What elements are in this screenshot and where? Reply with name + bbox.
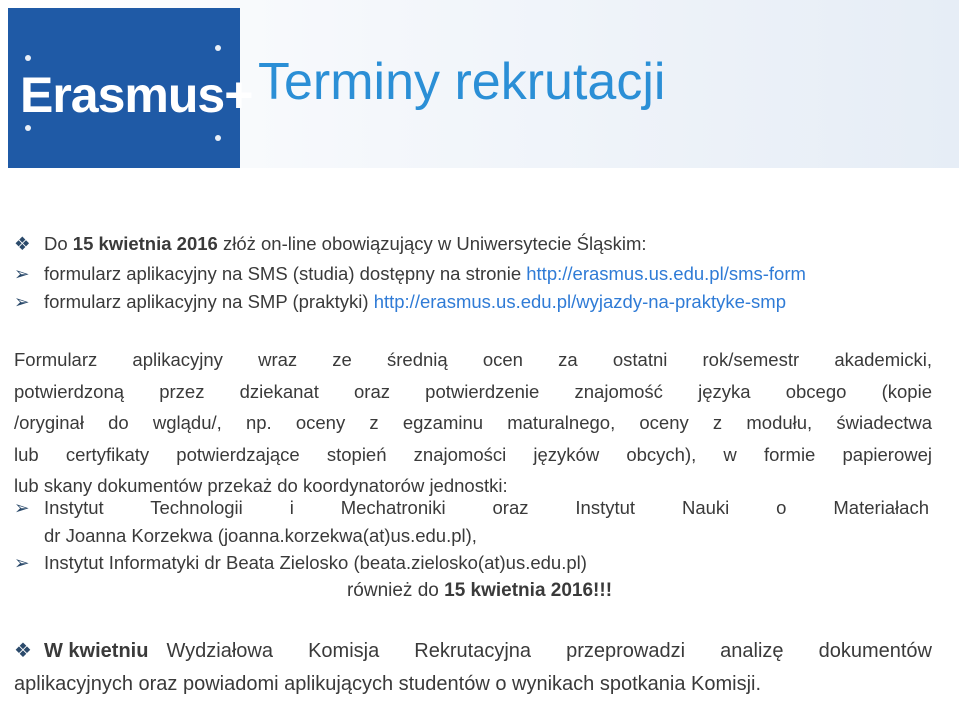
arrow-bullet-icon: ➢ bbox=[14, 291, 30, 312]
intro-line: ❖ Do 15 kwietnia 2016 złóż on-line obowiązujący w Uniwersytecie Śląskim: bbox=[14, 233, 647, 254]
april-line2: aplikacyjnych oraz powiadomi aplikujących studentów o wynikach spotkania Komisji. bbox=[14, 673, 762, 695]
logo-text: Erasmus+ bbox=[20, 67, 253, 123]
coordinator-1-contact: dr Joanna Korzekwa (joanna.korzekwa(at)us.edu.pl), bbox=[44, 525, 477, 546]
april-paragraph: ❖ W kwietniu Wydziałowa Komisja Rekrutacyjna przeprowadzi analizę dokumentów aplikacyjnych oraz powiadomi aplikujących studentów o wynikach spotkania Komisji. bbox=[14, 635, 932, 701]
also-date: 15 kwietnia 2016!!! bbox=[444, 580, 613, 601]
page-title: Terminy rekrutacji bbox=[258, 53, 666, 111]
arrow-bullet-icon: ➢ bbox=[14, 497, 30, 518]
arrow-bullet-icon: ➢ bbox=[14, 552, 30, 573]
also-deadline: również do 15 kwietnia 2016!!! bbox=[346, 580, 613, 601]
april-lead: W kwietniu bbox=[44, 640, 149, 662]
smp-form-link[interactable]: http://erasmus.us.edu.pl/wyjazdy-na-praktyke-smp bbox=[373, 291, 786, 312]
diamond-bullet-icon: ❖ bbox=[14, 640, 32, 662]
instructions-paragraph bbox=[14, 344, 932, 502]
diamond-bullet-icon: ❖ bbox=[14, 233, 31, 254]
paragraph-line: potwierdzoną przez dziekanat oraz potwierdzenie znajomość języka obcego (kopie bbox=[14, 380, 932, 402]
erasmus-logo bbox=[8, 8, 253, 168]
paragraph-line: /oryginał do wglądu/, np. oceny z egzaminu maturalnego, oceny z modułu, świadectwa bbox=[14, 412, 932, 433]
coordinator-1-line: ➢ Instytut Technologii i Mechatroniki oraz Instytut Nauki o Materiałach bbox=[14, 497, 929, 518]
paragraph-line: lub skany dokumentów przekaż do koordynatorów jednostki: bbox=[14, 475, 508, 496]
form-smp-line: ➢ formularz aplikacyjny na SMP (praktyki) http://erasmus.us.edu.pl/wyjazdy-na-praktyke-smp bbox=[14, 291, 786, 312]
intro-date: 15 kwietnia 2016 bbox=[72, 233, 218, 254]
sms-form-link[interactable]: http://erasmus.us.edu.pl/sms-form bbox=[526, 263, 806, 284]
coordinator-2-line: ➢ Instytut Informatyki dr Beata Zielosko (beata.zielosko(at)us.edu.pl) bbox=[14, 552, 587, 573]
paragraph-line: Formularz aplikacyjny wraz ze średnią ocen za ostatni rok/semestr akademicki, bbox=[14, 349, 932, 370]
paragraph-line: lub certyfikaty potwierdzające stopień znajomości języków obcych), w formie papierowej bbox=[14, 443, 932, 465]
arrow-bullet-icon: ➢ bbox=[14, 263, 30, 284]
form-sms-line: ➢ formularz aplikacyjny na SMS (studia) dostępny na stronie http://erasmus.us.edu.pl/sms-form bbox=[14, 263, 806, 284]
